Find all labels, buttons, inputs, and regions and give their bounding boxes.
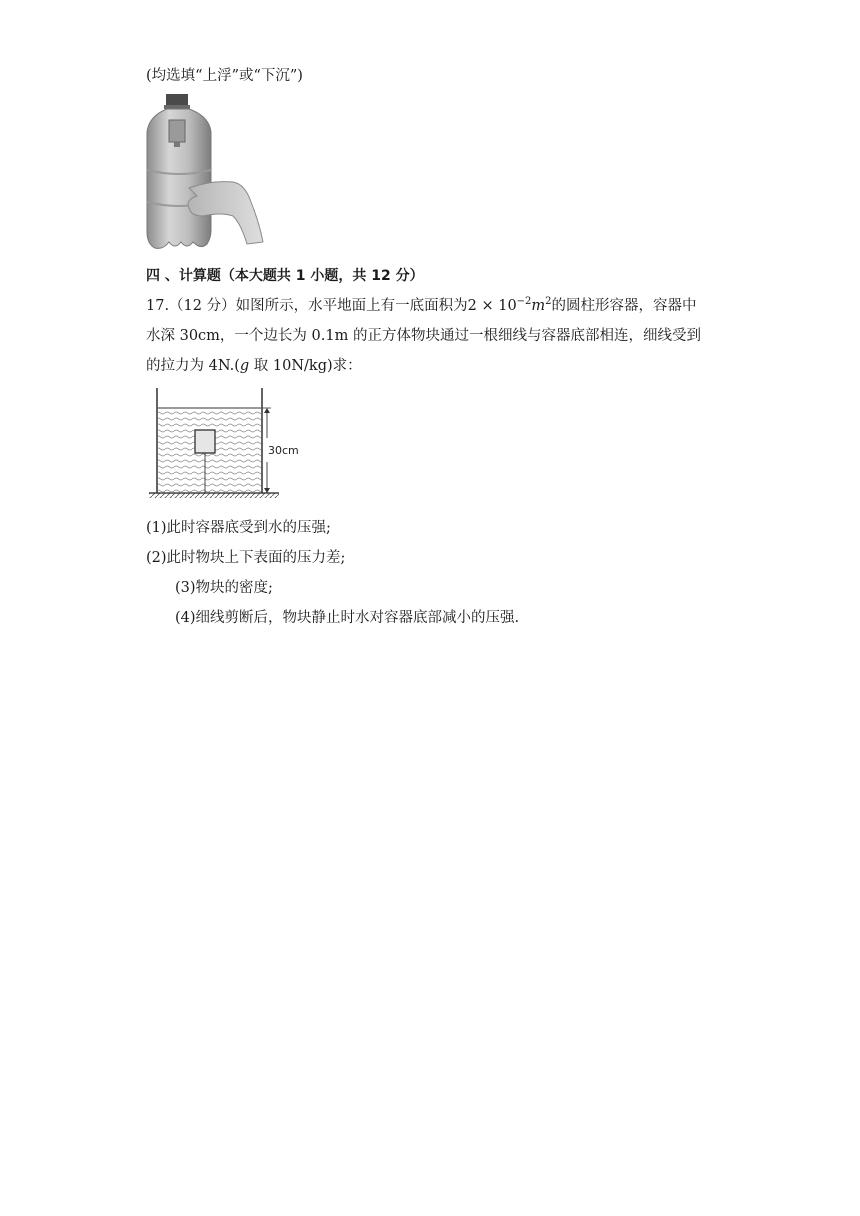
sub-question-1: (1)此时容器底受到水的压强; — [146, 520, 331, 536]
sub-question-3: (3)物块的密度; — [175, 580, 273, 596]
depth-label: 30cm — [268, 444, 299, 457]
q17-line-1 — [146, 296, 697, 316]
q17-line-3: 的拉力为 4N.(g 取 10N/kg)求： — [146, 358, 362, 374]
sub-question-2: (2)此时物块上下表面的压力差; — [146, 550, 346, 566]
gravity-symbol: g — [239, 358, 250, 374]
section-heading: 四 、计算题（本大题共 1 小题，共 12 分） — [146, 268, 424, 284]
water-container-figure — [147, 386, 317, 500]
q17-line-2: 水深 30cm，一个边长为 0.1m 的正方体物块通过一根细线与容器底部相连，细线受到 — [146, 328, 701, 344]
sub-question-4: (4)细线剪断后，物块静止时水对容器底部减小的压强. — [175, 610, 520, 626]
q17-line-1-suffix: 的圆柱形容器，容器中 — [551, 298, 697, 314]
bottle-hand-figure — [141, 92, 265, 254]
q17-line-1-prefix: 17.（12 分）如图所示，水平地面上有一底面积为 — [146, 298, 468, 314]
q16-note: (均选填“上浮”或“下沉”) — [146, 68, 303, 84]
area-formula: $2 \times 10^{-2}m^2$ — [467, 296, 552, 314]
